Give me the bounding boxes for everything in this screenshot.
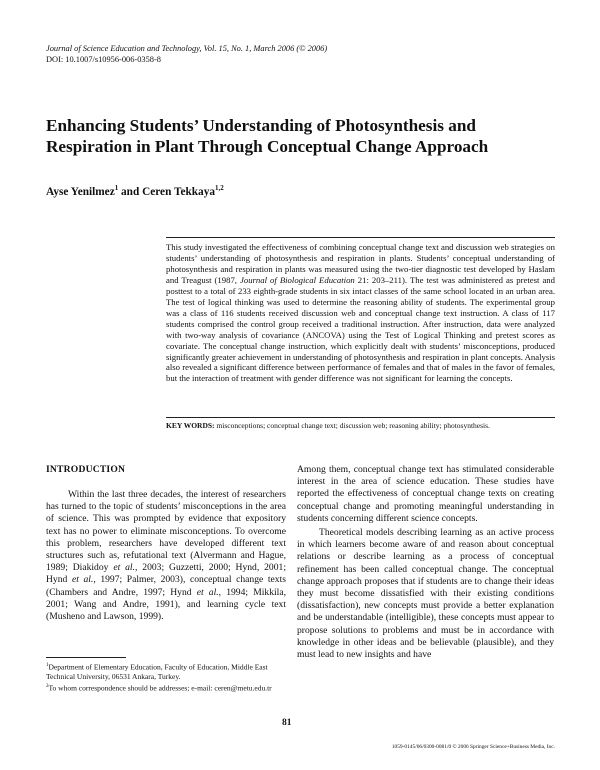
author-2-affiliation: 1,2	[215, 184, 224, 192]
keywords-label: KEY WORDS:	[166, 421, 215, 430]
intro-paragraph-1	[46, 489, 286, 623]
abstract-journal-ref: Journal of Biological Education	[240, 274, 355, 285]
intro-text: , 1994; Mikkila, 2001; Wang and Andre, 1991), and learning cycle text (Musheno and Lawson, 1999).	[46, 586, 286, 623]
intro-text: , 1997; Palmer, 2003), conceptual change texts (Chambers and Andre, 1997; Hynd	[46, 574, 287, 598]
author-1: Ayse Yenilmez	[46, 185, 115, 198]
journal-citation: Journal of Science Education and Technology, Vol. 15, No. 1, March 2006 (© 2006)	[46, 44, 328, 53]
keywords	[166, 421, 555, 431]
copyright-line: 1059-0145/06/0300-0081/0 © 2006 Springer Science+Business Media, Inc.	[391, 744, 555, 750]
footnote-1-mark: 1	[46, 663, 49, 668]
abstract-bottom-rule	[166, 417, 555, 418]
abstract-top-rule	[166, 237, 555, 238]
doi: DOI: 10.1007/s10956-006-0358-8	[46, 55, 161, 64]
right-column	[297, 464, 554, 661]
title-line-2: Respiration in Plant Through Conceptual Change Approach	[46, 136, 489, 156]
et-al: et al.	[196, 586, 219, 598]
intro-text: , 2003; Guzzetti, 2000; Hynd, 2001; Hynd	[46, 562, 286, 586]
footnote-2	[46, 682, 286, 693]
intro-paragraph-2: Among them, conceptual change text has stimulated considerable interest in the area of science education. These studies have reported the effectiveness of conceptual change texts on creating conceptual change and promoting meaningful understanding in students concerning different science concepts.	[297, 464, 554, 524]
paper-title	[46, 116, 566, 157]
footnote-rule	[46, 657, 126, 658]
title-line-1: Enhancing Students’ Understanding of Photosynthesis and	[46, 116, 476, 135]
author-connector: and	[118, 185, 143, 198]
intro-text: Within the last three decades, the interest of researchers has turned to the topic of students’ misconceptions in the area of science. This was prompted by evidence that expository text has no power to eliminate misconceptions. To overcome this problem, researchers have developed different text structures such as, refutational text (Alvermann and Hague, 1989; Diakidoy	[46, 489, 286, 574]
author-1-affiliation: 1	[114, 184, 119, 192]
keywords-text: misconceptions; conceptual change text; discussion web; reasoning ability; photosynthesis.	[214, 421, 490, 430]
et-al: et al.	[71, 574, 94, 586]
left-column	[46, 489, 286, 623]
author-list	[46, 184, 224, 198]
abstract-text-a: This study investigated the effectiveness of combining conceptual change text and discussion web strategies on students’ understanding of photosynthesis and respiration in plants. Students’ conceptual understanding of photosynthesis and respiration in plants was measured using the two-tier diagnostic test developed by Haslam and Treagust (1987,	[166, 242, 555, 285]
et-al: et al.	[113, 562, 135, 574]
footnote-2-mark: 2	[46, 683, 49, 689]
abstract-text-b: 21: 203–211). The test was administered as pretest and posttest to a total of 233 eighth-grade students in six intact classes of the same school located in an urban area. The test of logical thinking was used to determine the reasoning ability of students. The experimental group was a class of 116 students received discussion web and conceptual change text instruction. A class of 117 students comprised the control group received a traditional instruction. After instruction, data were analyzed with two-way analysis of covariance (ANCOVA) using the Test of Logical Thinking and pretest scores as covariate. The conceptual change instruction, which explicitly dealt with students’ misconceptions, produced significantly greater achievement in understanding of photosynthesis and respiration in plant concepts. Analysis also revealed a significant difference between performance of females and that of males in the favor of females, but the interaction of treatment with gender difference was not significant for learning the concepts.	[166, 274, 555, 384]
footnotes	[46, 661, 286, 694]
footnote-1-text: Department of Elementary Education, Faculty of Education, Middle East Technical University, 06531 Ankara, Turkey.	[46, 662, 268, 681]
page-number: 81	[282, 718, 292, 728]
footnote-2-text: To whom correspondence should be addresses; e-mail: ceren@metu.edu.tr	[48, 683, 272, 693]
footnote-1	[46, 661, 286, 681]
intro-paragraph-3: Theoretical models describing learning as an active process in which learners become aware of and reason about conceptual relations or describe learning as a process of conceptual refinement has been called conceptual change. The conceptual change approach proposes that if students are to change their ideas they must become dissatisfied with their existing conditions (dissatisfaction), new concepts must provide a better explanation and be understandable (intelligible), these concepts must appear to propose solutions to problems and must be in accordance with knowledge in other ideas and be believable (plausible), and they must lead to new insights and have	[297, 527, 554, 661]
section-heading-introduction: INTRODUCTION	[46, 464, 126, 475]
author-2: Ceren Tekkaya	[142, 185, 215, 198]
abstract	[166, 242, 555, 384]
